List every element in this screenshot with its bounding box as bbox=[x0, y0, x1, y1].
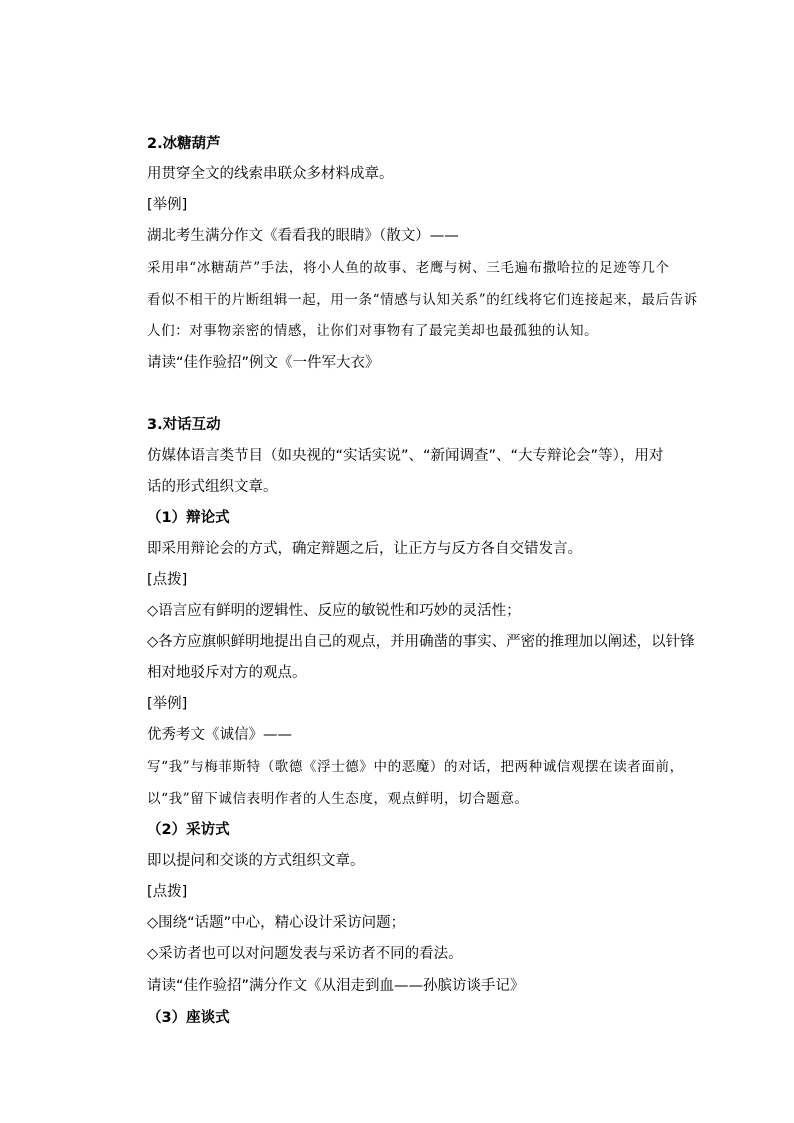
read-more-text: 请读“佳作验招”满分作文《从泪走到血——孙膑访谈手记》 bbox=[147, 978, 525, 994]
subsection-heading: （2）采访式 bbox=[147, 822, 230, 838]
subsection-heading: （3）座谈式 bbox=[147, 1010, 230, 1026]
tip-label: [点拨] bbox=[147, 572, 188, 588]
subsection-heading: （1）辩论式 bbox=[147, 510, 230, 526]
tip-item: ◇围绕“话题”中心，精心设计采访问题； bbox=[147, 915, 406, 931]
example-body-line: 人们：对事物亲密的情感，让你们对事物有了最完美却也最孤独的认知。 bbox=[147, 323, 599, 339]
example-body-line: 以“我”留下诚信表明作者的人生态度，观点鲜明，切合题意。 bbox=[147, 791, 529, 807]
tip-item: ◇语言应有鲜明的逻辑性、反应的敏锐性和巧妙的灵活性； bbox=[147, 603, 521, 619]
read-more-text: 请读“佳作验招”例文《一件军大衣》 bbox=[147, 355, 380, 371]
example-body-line: 写“我”与梅菲斯特（歌德《浮士德》中的恶魔）的对话，把两种诚信观摆在读者面前， bbox=[147, 759, 684, 775]
paragraph-line: 仿媒体语言类节目（如央视的“实话实说”、“新闻调查”、“大专辩论会”等），用对 bbox=[147, 448, 664, 464]
tip-label: [点拨] bbox=[147, 884, 188, 900]
section-heading: 3.对话互动 bbox=[147, 417, 221, 433]
example-label: [举例] bbox=[147, 696, 188, 712]
tip-item: 相对地驳斥对方的观点。 bbox=[147, 665, 307, 681]
section-heading: 2.冰糖葫芦 bbox=[147, 136, 221, 152]
paragraph-line: 话的形式组织文章。 bbox=[147, 479, 278, 495]
tip-item: ◇采访者也可以对问题发表与采访者不同的看法。 bbox=[147, 946, 463, 962]
example-title: 湖北考生满分作文《看看我的眼睛》（散文）—— bbox=[147, 228, 459, 244]
example-label: [举例] bbox=[147, 197, 188, 213]
paragraph: 即采用辩论会的方式，确定辩题之后，让正方与反方各自交错发言。 bbox=[147, 541, 582, 557]
example-title: 优秀考文《诚信》—— bbox=[147, 727, 292, 743]
tip-item: ◇各方应旗帜鲜明地提出自己的观点，并用确凿的事实、严密的推理加以阐述，以针锋 bbox=[147, 634, 695, 650]
example-body-line: 看似不相干的片断组辑一起，用一条“情感与认知关系”的红线将它们连接起来，最后告诉 bbox=[147, 292, 698, 308]
paragraph: 用贯穿全文的线索串联众多材料成章。 bbox=[147, 166, 394, 182]
paragraph: 即以提问和交谈的方式组织文章。 bbox=[147, 853, 365, 869]
example-body-line: 采用串“冰糖葫芦”手法，将小人鱼的故事、老鹰与树、三毛遍布撒哈拉的足迹等几个 bbox=[147, 260, 670, 276]
